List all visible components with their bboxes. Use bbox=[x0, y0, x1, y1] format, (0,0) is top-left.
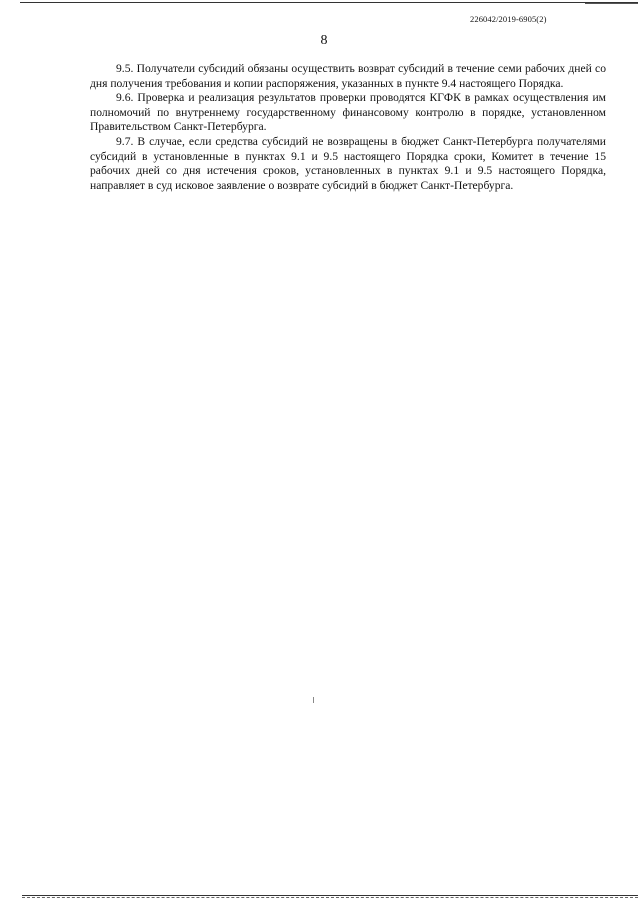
top-border-line-secondary bbox=[585, 3, 638, 4]
bottom-border-line bbox=[22, 895, 638, 896]
document-number: 226042/2019-6905(2) bbox=[470, 14, 547, 24]
paragraph-9-6: 9.6. Проверка и реализация результатов проверки проводятся КГФК в рамках осуществления им полномочий по внутреннему государственному финансовому контролю в порядке, установленном Правительством Санкт-Петербурга. bbox=[90, 91, 606, 134]
document-body bbox=[90, 62, 606, 193]
paragraph-9-7: 9.7. В случае, если средства субсидий не возвращены в бюджет Санкт-Петербурга получателями субсидий в установленные в пунктах 9.1 и 9.5 настоящего Порядка сроки, Комитет в течение 15 рабочих дней со дня истечения сроков, установленных в пунктах 9.1 и 9.5 настоящего Порядка, направляет в суд исковое заявление о возврате субсидий в бюджет Санкт-Петербурга. bbox=[90, 134, 606, 192]
bottom-border-dashed-line bbox=[22, 897, 638, 898]
top-border-line bbox=[20, 2, 638, 3]
paragraph-9-5: 9.5. Получатели субсидий обязаны осуществить возврат субсидий в течение семи рабочих дней со дня получения требования и копии распоряжения, указанных в пункте 9.4 настоящего Порядка. bbox=[90, 62, 606, 90]
scan-artifact-mark bbox=[313, 697, 314, 703]
page-number: 8 bbox=[320, 33, 328, 48]
